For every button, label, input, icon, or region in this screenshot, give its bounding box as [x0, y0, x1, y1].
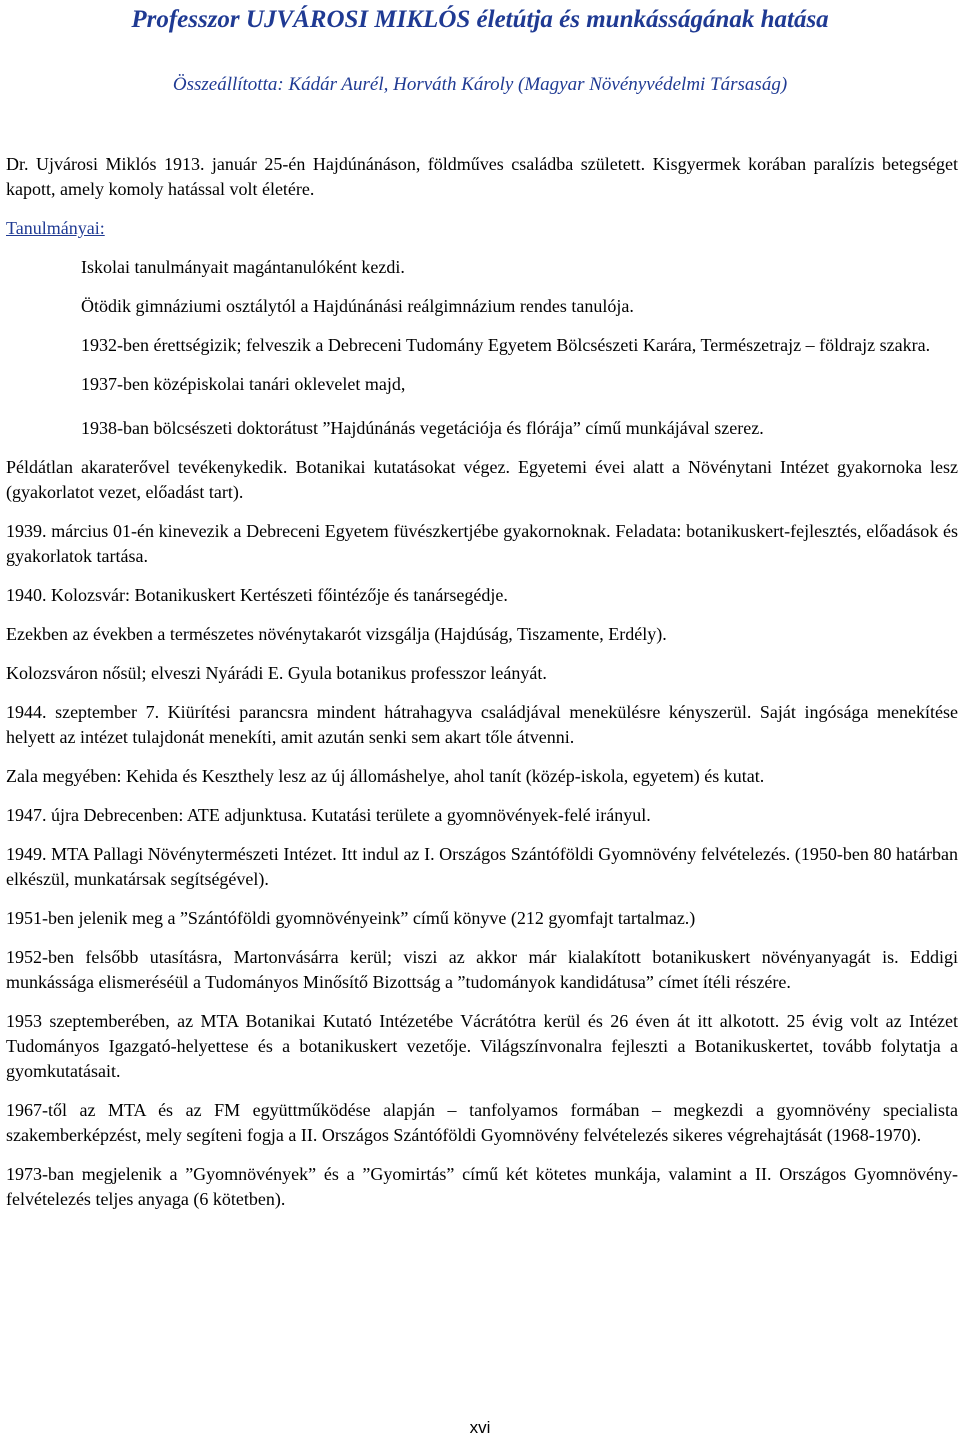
paragraph-1973: 1973-ban megjelenik a ”Gyomnövények” és a ”Gyomirtás” című két kötetes munkája, valamint a II. Országos Gyomnövény-felvételezés teljes anyaga (6 kötetben).: [6, 1164, 958, 1209]
paragraph-1953: 1953 szeptemberében, az MTA Botanikai Kutató Intézetébe Vácrátótra kerül és 26 éven át itt alkotott. 25 évig volt az Intézet Tudományos Igazgató-helyettese és a botanikuskert vezetője. Világszínvonalra fejleszti a Botanikuskertet, tovább folytatja a gyomkutatásait.: [6, 1011, 958, 1081]
paragraph-1944: 1944. szeptember 7. Kiürítési parancsra mindent hátrahagyva családjával menekülésre kényszerül. Saját ingósága menekítése helyett az intézet tulajdonát menekíti, amit azután senki sem akart tőle átvenni.: [6, 702, 958, 747]
paragraph-1952: 1952-ben felsőbb utasításra, Martonvásárra kerül; viszi az akkor már kialakított botanikuskert növényanyagát is. Eddigi munkássága elismeréséül a Tudományos Minősítő Bizottság a ”tudományok kandidátusa” címet ítéli részére.: [6, 947, 958, 992]
studies-heading-text: Tanulmányai:: [6, 218, 105, 238]
paragraph-1947: 1947. újra Debrecenben: ATE adjunktusa. Kutatási területe a gyomnövények-felé irányul.: [6, 805, 651, 825]
page-title: Professzor UJVÁROSI MIKLÓS életútja és munkásságának hatása: [131, 6, 829, 33]
document-body: [6, 152, 958, 1226]
paragraph-zala: Zala megyében: Kehida és Keszthely lesz az új állomáshelye, ahol tanít (közép-iskola, egyetem) és kutat.: [6, 766, 765, 786]
page-number: xvi: [469, 1418, 491, 1437]
paragraph-1940: 1940. Kolozsvár: Botanikuskert Kertészeti főintézője és tanársegédje.: [6, 585, 508, 605]
paragraph-1949: 1949. MTA Pallagi Növénytermészeti Intézet. Itt indul az I. Országos Szántóföldi Gyomnövény felvételezés. (1950-ben 80 határban elkészül, munkatársak segítségével).: [6, 844, 958, 889]
paragraph-1939: 1939. március 01-én kinevezik a Debreceni Egyetem füvészkertjébe gyakornoknak. Feladata: botanikuskert-fejlesztés, előadások és gyakorlatok tartása.: [6, 521, 958, 566]
studies-item-1: Iskolai tanulmányait magántanulóként kezdi.: [81, 257, 405, 277]
paragraph-1951: 1951-ben jelenik meg a ”Szántóföldi gyomnövényeink” című könyve (212 gyomfajt tartalmaz.): [6, 908, 696, 928]
studies-item-2: Ötödik gimnáziumi osztálytól a Hajdúnánási reálgimnázium rendes tanulója.: [81, 296, 634, 316]
paragraph-birth: Dr. Ujvárosi Miklós 1913. január 25-én Hajdúnánáson, földműves családba született. Kisgyermek korában paralízis betegséget kapott, amely komoly hatással volt életére.: [6, 154, 958, 199]
paragraph-research: Példátlan akaraterővel tevékenykedik. Botanikai kutatásokat végez. Egyetemi évei alatt a Növénytani Intézet gyakornoka lesz (gyakorlatot vezet, előadást tart).: [6, 457, 958, 502]
paragraph-1967: 1967-től az MTA és az FM együttműködése alapján – tanfolyamos formában – megkezdi a gyomnövény specialista szakemberképzést, mely segíteni fogja a II. Országos Szántóföldi Gyomnövény felvételezés sikeres végrehajtását (1968-1970).: [6, 1100, 958, 1145]
page-subtitle: Összeállította: Kádár Aurél, Horváth Károly (Magyar Növényvédelmi Társaság): [172, 74, 788, 95]
studies-item-4: 1937-ben középiskolai tanári oklevelet majd,: [81, 374, 406, 394]
studies-item-3: 1932-ben érettségizik; felveszik a Debreceni Tudomány Egyetem Bölcsészeti Karára, Természetrajz – földrajz szakra.: [81, 335, 931, 355]
paragraph-marriage: Kolozsváron nősül; elveszi Nyárádi E. Gyula botanikus professzor leányát.: [6, 663, 547, 683]
studies-item-5: 1938-ban bölcsészeti doktorátust ”Hajdúnánás vegetációja és flórája” című munkájával szerez.: [81, 418, 764, 438]
studies-heading: [6, 216, 958, 241]
paragraph-vegetation: Ezekben az években a természetes növénytakarót vizsgálja (Hajdúság, Tiszamente, Erdély).: [6, 624, 667, 644]
